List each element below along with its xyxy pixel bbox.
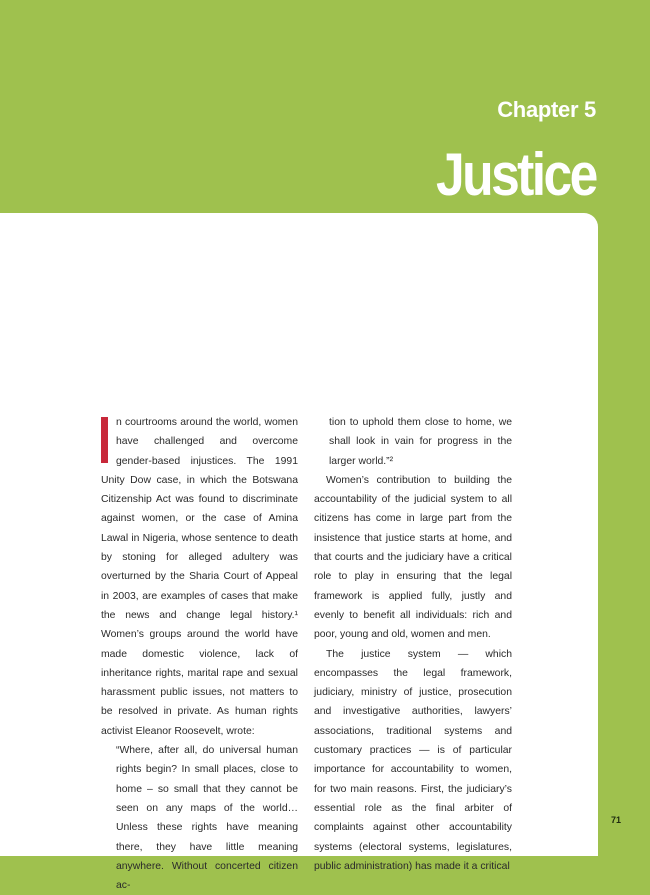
roosevelt-quote-continued: tion to uphold them close to home, we shall look in vain for progress in the larger world.”² xyxy=(329,417,512,467)
intro-paragraph-text: n courtrooms around the world, women have challenged and overcome gender-based injustices. The 1991 Unity Dow case, in which the Botswana Citizenship Act was found to discriminate against women, or the case of Amina Lawal in Nigeria, whose sentence to death by stoning for alleged adultery was overturned by the Sharia Court of Appeal in 2003, are examples of cases that make the news and change legal history.¹ Women’s groups around the world have made domestic violence, lack of inheritance rights, marital rape and sexual harassment public issues, not matters to be resolved in private. As human rights activist Eleanor Roosevelt, wrote: xyxy=(101,417,298,737)
chapter-header xyxy=(0,0,650,213)
roosevelt-quote: “Where, after all, do universal human rights begin? In small places, close to home – so small that they cannot be seen on any maps of the world… Unless these rights have meaning there, they have little meaning anywhere. Without concerted citizen ac- xyxy=(116,745,298,892)
drop-cap-bar xyxy=(101,417,108,463)
intro-paragraph xyxy=(101,413,298,741)
left-column xyxy=(101,413,298,895)
right-column xyxy=(314,413,512,876)
page-number: 71 xyxy=(610,815,621,825)
chapter-label: Chapter 5 xyxy=(497,97,596,122)
contribution-paragraph: Women’s contribution to building the accountability of the judicial system to all citizens has come in large part from the insistence that justice starts at home, and that courts and the judiciary have a critical role to play in ensuring that the legal framework is applied fully, justly and evenly to benefit all individuals: rich and poor, young and old, women and men. xyxy=(314,474,512,641)
chapter-title: Justice xyxy=(436,141,596,208)
justice-system-paragraph: The justice system — which encompasses the legal framework, judiciary, ministry of justice, prosecution and investigative authorities, lawyers’ associations, traditional systems and customary practices — is of particular importance for accountability to women, for two main reasons. First, the judiciary’s essential role as the final arbiter of complaints against other accountability systems (electoral systems, legislatures, public administration) has made it a critical xyxy=(314,648,512,872)
